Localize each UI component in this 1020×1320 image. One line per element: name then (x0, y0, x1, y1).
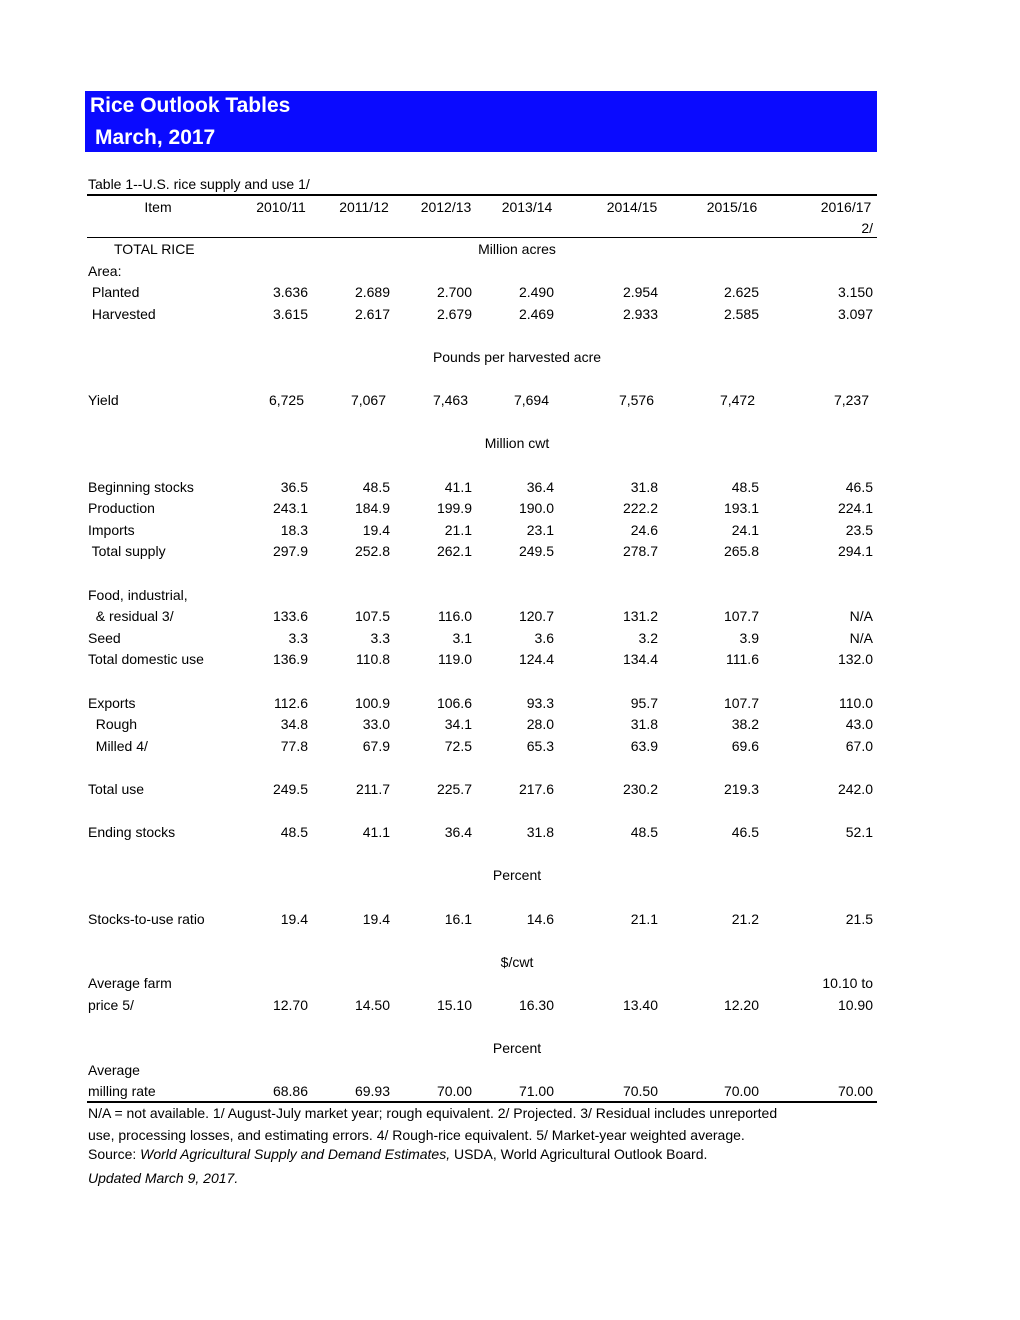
table-cell: 70.00 (436, 1083, 472, 1099)
table-cell: 136.9 (272, 651, 308, 667)
header-year: 2016/17 (820, 199, 872, 215)
table-cell: 18.3 (280, 522, 308, 538)
table-cell: 31.8 (630, 479, 658, 495)
table-cell: 23.5 (845, 522, 873, 538)
table-cell: 34.8 (280, 716, 308, 732)
row-label-production: Production (88, 500, 155, 516)
table-cell: 2.625 (723, 284, 759, 300)
table-cell: 41.1 (362, 824, 390, 840)
table-cell: 67.0 (845, 738, 873, 754)
table-cell: 24.1 (731, 522, 759, 538)
table-cell: 3.9 (739, 630, 759, 646)
row-label-area: Area: (88, 263, 122, 279)
row-label-exports: Exports (88, 695, 136, 711)
row-label-milled: Milled 4/ (88, 738, 148, 754)
source-title: World Agricultural Supply and Demand Estimates, (140, 1146, 451, 1162)
table-cell: N/A (849, 630, 873, 646)
header-year: 2012/13 (420, 199, 472, 215)
table-cell: 199.9 (436, 500, 472, 516)
row-label-farm-price1: Average farm (88, 975, 172, 991)
header-rule (87, 237, 877, 238)
table-cell: 16.30 (518, 997, 554, 1013)
table-cell: 3.6 (534, 630, 554, 646)
row-label-rough: Rough (88, 716, 138, 732)
table-cell: 13.40 (622, 997, 658, 1013)
table-cell: 7,576 (618, 392, 654, 408)
header-note: 2/ (861, 220, 873, 236)
table-cell: 217.6 (518, 781, 554, 797)
table-cell: 70.50 (622, 1083, 658, 1099)
table-cell: 131.2 (622, 608, 658, 624)
unit-percent: Percent (492, 867, 542, 883)
table-cell: 28.0 (526, 716, 554, 732)
unit-acres: Million acres (478, 241, 556, 257)
table-cell: 211.7 (356, 781, 390, 797)
unit-price: $/cwt (500, 954, 534, 970)
table-cell: 3.3 (370, 630, 390, 646)
table-cell: 7,694 (513, 392, 549, 408)
table-cell: 48.5 (362, 479, 390, 495)
table-cell: 107.5 (354, 608, 390, 624)
table-cell: 2.469 (518, 306, 554, 322)
table-cell: 31.8 (526, 824, 554, 840)
table-cell: 70.00 (723, 1083, 759, 1099)
table-cell: 93.3 (526, 695, 554, 711)
table-cell: 12.20 (723, 997, 759, 1013)
footnote-updated (88, 1170, 238, 1186)
row-label-stocks-ratio: Stocks-to-use ratio (88, 911, 205, 927)
row-label-milling1: Average (88, 1062, 140, 1078)
table-cell: 193.1 (723, 500, 759, 516)
table-cell: 16.1 (444, 911, 472, 927)
table-cell: 119.0 (438, 651, 472, 667)
table-cell: 230.2 (622, 781, 658, 797)
footnote-line-1: N/A = not available. 1/ August-July market year; rough equivalent. 2/ Projected. 3/ Residual includes unreported (88, 1105, 778, 1121)
table-cell: 38.2 (731, 716, 759, 732)
table-cell: 69.93 (354, 1083, 390, 1099)
table-cell: 19.4 (362, 522, 390, 538)
table-cell: 7,237 (833, 392, 869, 408)
table-cell: 3.3 (288, 630, 308, 646)
table-cell: 243.1 (272, 500, 308, 516)
table-cell: 14.50 (354, 997, 390, 1013)
table-cell: 297.9 (272, 543, 308, 559)
total-rice-label: TOTAL RICE (114, 241, 195, 257)
table-cell: 219.3 (723, 781, 759, 797)
table-cell: 14.6 (526, 911, 554, 927)
table-cell: 3.2 (638, 630, 658, 646)
table-cell: 7,472 (719, 392, 755, 408)
table-cell: 262.1 (436, 543, 472, 559)
table-cell: 134.4 (622, 651, 658, 667)
table-cell: 111.6 (726, 651, 759, 667)
table-cell: 33.0 (362, 716, 390, 732)
table-cell: 41.1 (444, 479, 472, 495)
row-label-farm-price2: price 5/ (88, 997, 134, 1013)
table-cell: 3.1 (452, 630, 472, 646)
table-cell: 21.2 (731, 911, 759, 927)
row-label-food1: Food, industrial, (88, 587, 188, 603)
table-cell: 249.5 (518, 543, 554, 559)
table-cell: 294.1 (837, 543, 873, 559)
table-cell: 106.6 (436, 695, 472, 711)
table-cell: 31.8 (630, 716, 658, 732)
table-cell: 72.5 (444, 738, 472, 754)
unit-yield: Pounds per harvested acre (432, 349, 602, 365)
title-banner (85, 91, 877, 152)
table-cell: 46.5 (845, 479, 873, 495)
table-cell: 3.615 (272, 306, 308, 322)
table-cell: 68.86 (272, 1083, 308, 1099)
row-label-beginning: Beginning stocks (88, 479, 194, 495)
source-suffix: USDA, World Agricultural Outlook Board. (450, 1146, 708, 1162)
table-cell: 7,463 (432, 392, 468, 408)
table-cell: 34.1 (444, 716, 472, 732)
table-cell: 36.4 (444, 824, 472, 840)
table-cell: 12.70 (272, 997, 308, 1013)
table-cell: 107.7 (723, 695, 759, 711)
table-cell: 116.0 (438, 608, 472, 624)
table-cell: 24.6 (630, 522, 658, 538)
table-cell: 112.6 (274, 695, 308, 711)
table-cell: 63.9 (630, 738, 658, 754)
table-cell: 2.617 (354, 306, 390, 322)
table-cell: 3.636 (272, 284, 308, 300)
header-year: 2015/16 (706, 199, 758, 215)
table-cell: 19.4 (362, 911, 390, 927)
table-cell: 190.0 (518, 500, 554, 516)
table-cell: 67.9 (362, 738, 390, 754)
table-cell: 36.5 (280, 479, 308, 495)
row-label-total-use: Total use (88, 781, 145, 797)
footnote-line-2: use, processing losses, and estimating errors. 4/ Rough-rice equivalent. 5/ Market-year weighted average. (88, 1127, 745, 1143)
unit-cwt: Million cwt (484, 435, 550, 451)
table-cell: 184.9 (354, 500, 390, 516)
table-cell: 278.7 (622, 543, 658, 559)
table-cell: 71.00 (518, 1083, 554, 1099)
table-cell: 2.933 (622, 306, 658, 322)
table-cell: 252.8 (354, 543, 390, 559)
table-cell: 46.5 (731, 824, 759, 840)
table-cell: 95.7 (630, 695, 658, 711)
row-label-food2: & residual 3/ (88, 608, 174, 624)
footnote-source (88, 1146, 707, 1162)
table-cell: 2.585 (723, 306, 759, 322)
table-cell: 249.5 (272, 781, 308, 797)
table-cell: 21.1 (444, 522, 472, 538)
table-caption: Table 1--U.S. rice supply and use 1/ (88, 176, 310, 192)
table-cell: 242.0 (837, 781, 873, 797)
table-cell: 100.9 (354, 695, 390, 711)
row-label-seed: Seed (88, 630, 121, 646)
farm-price-range-start: 10.10 to (822, 975, 873, 991)
table-cell: 265.8 (723, 543, 759, 559)
table-cell: 120.7 (518, 608, 554, 624)
table-cell: 21.5 (845, 911, 873, 927)
table-cell: 77.8 (280, 738, 308, 754)
header-year: 2010/11 (256, 199, 306, 215)
row-label-total-supply: Total supply (88, 543, 166, 559)
header-year: 2011/12 (339, 199, 389, 215)
table-cell: 222.2 (622, 500, 658, 516)
table-cell: 36.4 (526, 479, 554, 495)
row-label-yield: Yield (88, 392, 119, 408)
table-cell: 2.679 (436, 306, 472, 322)
row-label-ending: Ending stocks (88, 824, 176, 840)
table-cell: 2.700 (436, 284, 472, 300)
table-cell: 2.954 (622, 284, 658, 300)
header-item: Item (144, 199, 172, 215)
table-cell: 48.5 (630, 824, 658, 840)
table-cell: 48.5 (731, 479, 759, 495)
table-cell: 2.490 (518, 284, 554, 300)
page-title: Rice Outlook Tables (90, 94, 291, 117)
table-bottom-rule (87, 1101, 877, 1103)
table-cell: 107.7 (723, 608, 759, 624)
table-cell: 48.5 (280, 824, 308, 840)
table-cell: 65.3 (526, 738, 554, 754)
header-year: 2013/14 (501, 199, 553, 215)
table-top-rule (87, 194, 877, 196)
table-cell: 2.689 (354, 284, 390, 300)
unit-percent-milling: Percent (492, 1040, 542, 1056)
updated-date: Updated March 9, 2017. (88, 1170, 239, 1186)
row-label-total-domestic: Total domestic use (88, 651, 204, 667)
table-cell: 10.90 (837, 997, 873, 1013)
table-cell: 52.1 (845, 824, 873, 840)
table-cell: 3.150 (837, 284, 873, 300)
table-cell: 70.00 (837, 1083, 873, 1099)
table-cell: 69.6 (731, 738, 759, 754)
table-cell: 23.1 (526, 522, 554, 538)
row-label-harvested: Harvested (88, 306, 156, 322)
table-cell: 43.0 (845, 716, 873, 732)
page-subtitle: March, 2017 (95, 126, 216, 149)
table-cell: 110.8 (356, 651, 390, 667)
table-cell: 132.0 (837, 651, 873, 667)
row-label-planted: Planted (88, 284, 140, 300)
table-cell: 224.1 (837, 500, 873, 516)
table-cell: N/A (849, 608, 873, 624)
row-label-milling2: milling rate (88, 1083, 156, 1099)
table-cell: 110.0 (839, 695, 873, 711)
table-cell: 133.6 (272, 608, 308, 624)
table-cell: 21.1 (630, 911, 658, 927)
header-year: 2014/15 (606, 199, 658, 215)
table-cell: 6,725 (268, 392, 304, 408)
table-cell: 3.097 (837, 306, 873, 322)
row-label-imports: Imports (88, 522, 135, 538)
table-cell: 19.4 (280, 911, 308, 927)
table-cell: 15.10 (436, 997, 472, 1013)
table-cell: 124.4 (518, 651, 554, 667)
source-prefix: Source: (88, 1146, 141, 1162)
table-cell: 225.7 (436, 781, 472, 797)
table-cell: 7,067 (350, 392, 386, 408)
